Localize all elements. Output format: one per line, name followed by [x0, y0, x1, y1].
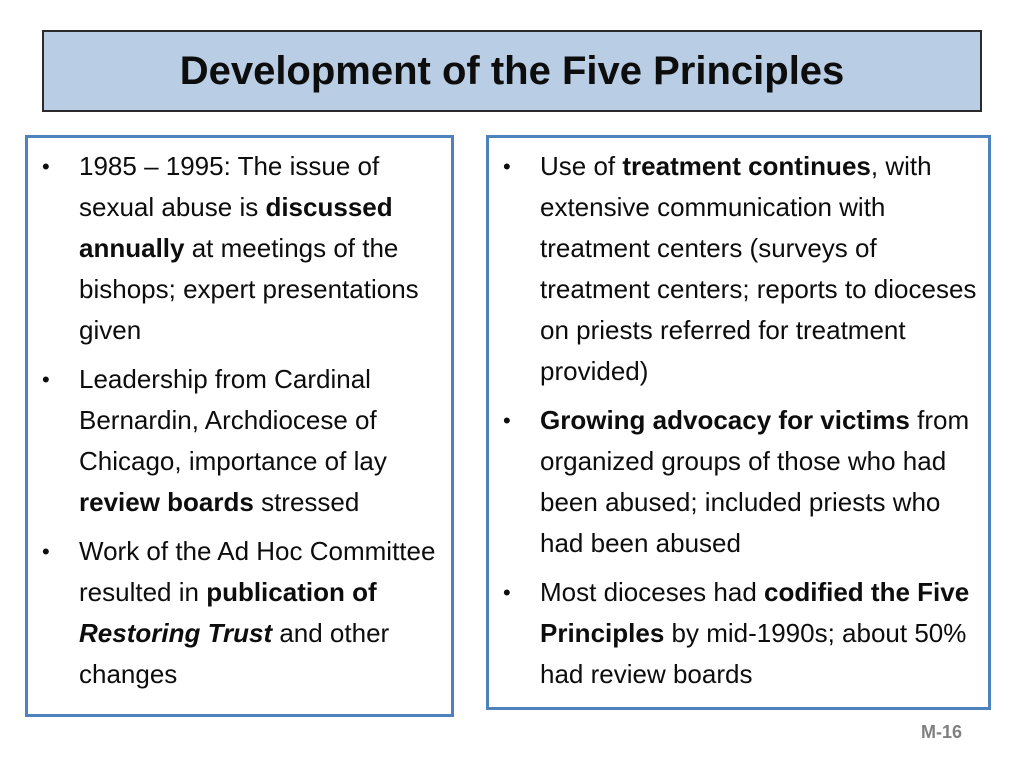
left-bullet-list	[34, 146, 443, 695]
item-bold-text: Growing advocacy for victims	[540, 405, 910, 435]
item-text: Work of the Ad Hoc Committee resulted in	[79, 536, 436, 607]
item-text: at meetings of the bishops; expert presentations given	[79, 233, 419, 345]
page-title: Development of the Five Principles	[179, 48, 845, 93]
list-item	[495, 400, 980, 564]
item-bold-italic-text: Restoring Trust	[79, 618, 273, 648]
item-bold-text: review boards	[79, 487, 254, 517]
item-text: and other changes	[79, 618, 390, 689]
list-item	[495, 572, 980, 695]
list-item	[495, 146, 980, 392]
bullet-icon: •	[503, 580, 511, 605]
bullet-icon: •	[503, 408, 511, 433]
item-text: Leadership from Cardinal Bernardin, Archdiocese of Chicago, importance of lay	[79, 364, 387, 476]
item-bold-text: publication of	[206, 577, 377, 607]
list-item	[34, 359, 443, 523]
list-item	[34, 531, 443, 695]
item-bold-text: discussed annually	[79, 192, 393, 263]
left-content-panel	[25, 135, 454, 717]
bullet-icon: •	[42, 367, 50, 392]
bullet-icon: •	[42, 154, 50, 179]
bullet-icon: •	[503, 154, 511, 179]
item-text: , with extensive communication with treatment centers (surveys of treatment centers; reports to dioceses on priests referred for treatment provided)	[540, 151, 977, 386]
title-banner	[42, 30, 982, 112]
list-item	[34, 146, 443, 351]
item-text: by mid-1990s; about 50% had review boards	[540, 618, 967, 689]
right-content-panel	[486, 135, 991, 710]
bullet-icon: •	[42, 539, 50, 564]
item-text: Most dioceses had	[540, 577, 765, 607]
right-bullet-list	[495, 146, 980, 695]
item-text: 1985 – 1995: The issue of sexual abuse is	[79, 151, 380, 222]
item-text: Use of	[540, 151, 623, 181]
slide-number: M-16	[920, 722, 962, 742]
item-bold-text: codified the Five Principles	[540, 577, 970, 648]
item-text: from organized groups of those who had been abused; included priests who had been abused	[540, 405, 970, 558]
item-bold-text: treatment continues	[622, 151, 871, 181]
item-text: stressed	[253, 487, 360, 517]
